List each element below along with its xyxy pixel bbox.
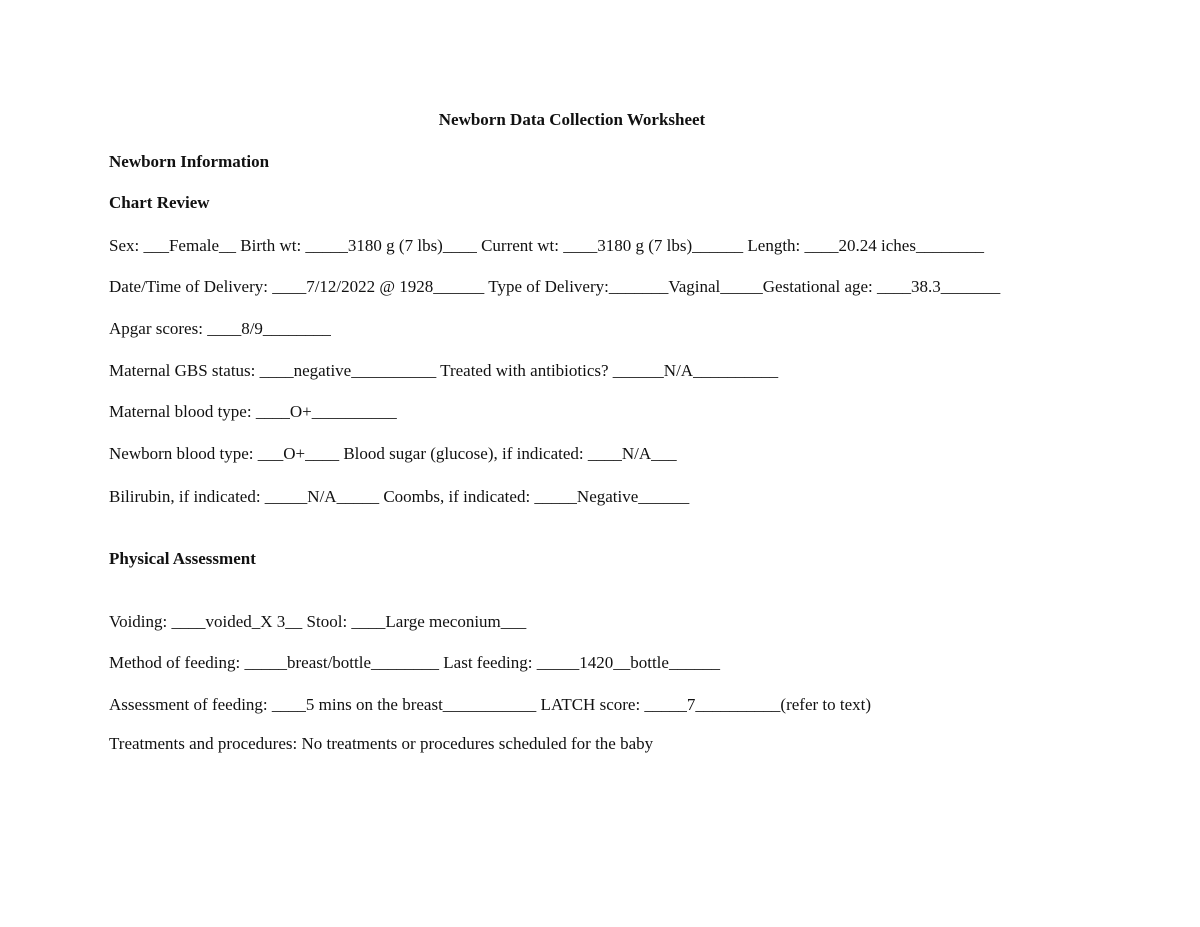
treatments-line: Treatments and procedures: No treatments or procedures scheduled for the baby [109,734,654,753]
feeding-assessment-line: Assessment of feeding: ____5 mins on the breast___________ LATCH score: _____7__________(refer to text) [109,695,872,714]
delivery-info-line: Date/Time of Delivery: ____7/12/2022 @ 1928______ Type of Delivery:_______Vaginal_____Gestational age: ____38.3_______ [109,277,1001,296]
feeding-method-line: Method of feeding: _____breast/bottle________ Last feeding: _____1420__bottle______ [109,653,720,672]
maternal-gbs-line: Maternal GBS status: ____negative__________ Treated with antibiotics? ______N/A__________ [109,361,779,380]
section-heading-chart-review: Chart Review [109,193,210,212]
sex-weight-length-line: Sex: ___Female__ Birth wt: _____3180 g (7 lbs)____ Current wt: ____3180 g (7 lbs)______ Length: ____20.24 iches________ [109,236,984,255]
page-title: Newborn Data Collection Worksheet [438,110,706,129]
section-heading-physical-assessment: Physical Assessment [109,549,256,568]
newborn-blood-type-line: Newborn blood type: ___O+____ Blood sugar (glucose), if indicated: ____N/A___ [109,444,677,463]
maternal-blood-type-line: Maternal blood type: ____O+__________ [109,402,397,421]
section-heading-newborn-information: Newborn Information [109,152,270,171]
apgar-scores-line: Apgar scores: ____8/9________ [109,319,331,338]
bilirubin-coombs-line: Bilirubin, if indicated: _____N/A_____ Coombs, if indicated: _____Negative______ [109,487,690,506]
voiding-stool-line: Voiding: ____voided_X 3__ Stool: ____Large meconium___ [109,612,527,631]
